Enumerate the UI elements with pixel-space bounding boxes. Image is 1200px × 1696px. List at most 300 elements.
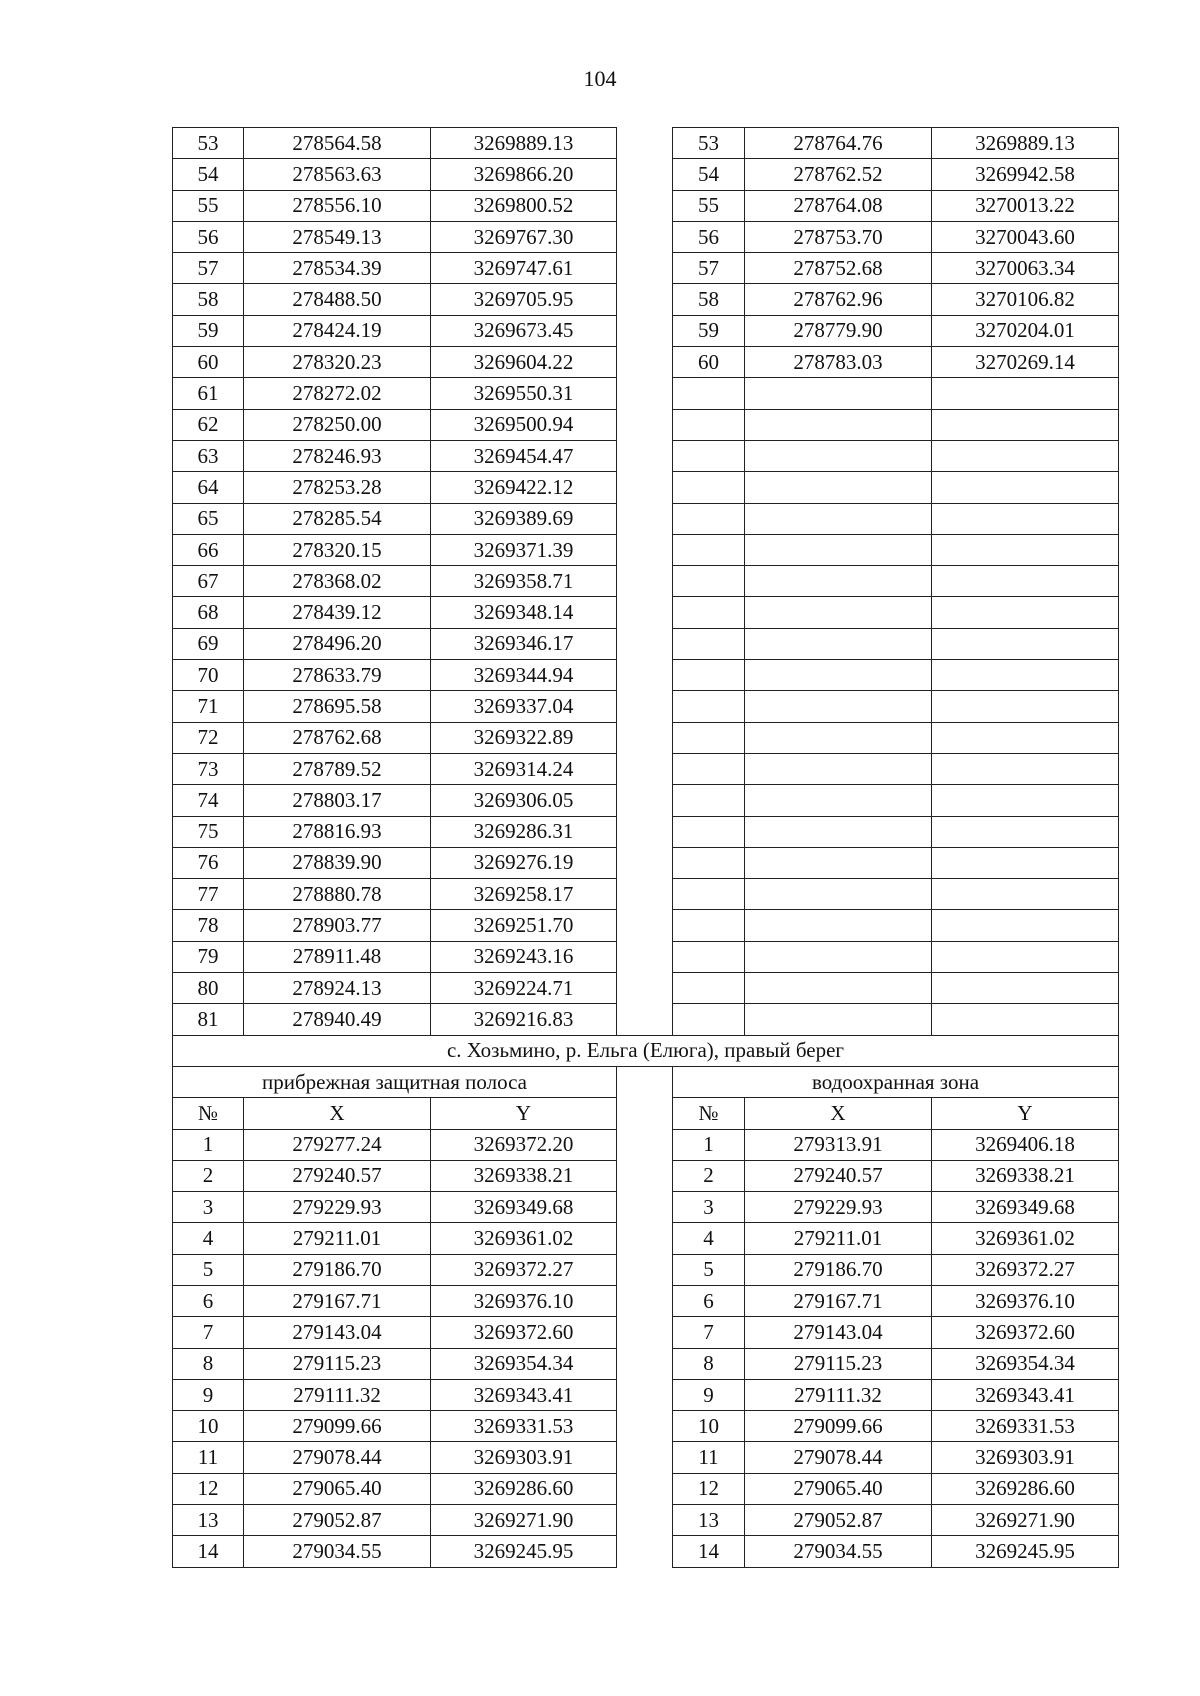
table-row [173,1379,1119,1410]
table-row [173,879,1119,910]
coastal-protective-strip-heading: прибрежная защитная полоса [173,1066,617,1097]
left-point-number: 66 [173,534,244,565]
right-x-coordinate [745,816,932,847]
table-row [173,347,1119,378]
right-point-number [673,503,745,534]
right-point-number: 60 [673,347,745,378]
right-y-coordinate [932,503,1119,534]
left-y-coordinate: 3269348.14 [431,597,617,628]
left-x-coordinate: 278439.12 [244,597,431,628]
left-point-number: 12 [173,1473,244,1504]
right-point-number [673,722,745,753]
right-x-coordinate [745,722,932,753]
right-y-coordinate: 3269303.91 [932,1442,1119,1473]
right-point-number: 8 [673,1348,745,1379]
column-separator [617,753,673,784]
column-separator [617,847,673,878]
left-point-number: 70 [173,660,244,691]
column-separator [617,253,673,284]
left-x-coordinate: 279229.93 [244,1192,431,1223]
table-row [173,378,1119,409]
column-separator [617,190,673,221]
left-y-coordinate: 3269337.04 [431,691,617,722]
right-point-number: 57 [673,253,745,284]
left-point-number: 80 [173,973,244,1004]
left-point-number: 8 [173,1348,244,1379]
right-point-number [673,628,745,659]
column-separator [617,973,673,1004]
right-x-coordinate: 279229.93 [745,1192,932,1223]
right-y-coordinate: 3269349.68 [932,1192,1119,1223]
table-row [173,128,1119,159]
right-y-coordinate [932,847,1119,878]
zone-headings-row [173,1066,1119,1097]
left-point-number: 71 [173,691,244,722]
table-row [173,1254,1119,1285]
column-separator [617,816,673,847]
right-x-coordinate [745,660,932,691]
column-separator [617,503,673,534]
table-row [173,1411,1119,1442]
left-x-coordinate: 278880.78 [244,879,431,910]
first-block-rows [173,128,1119,1036]
right-point-number [673,941,745,972]
right-point-number: 6 [673,1285,745,1316]
left-x-coordinate: 278320.23 [244,347,431,378]
left-y-coordinate: 3269258.17 [431,879,617,910]
right-y-coordinate: 3270013.22 [932,190,1119,221]
right-y-coordinate [932,566,1119,597]
table-row [173,566,1119,597]
column-separator [617,879,673,910]
left-x-coordinate: 278633.79 [244,660,431,691]
column-separator [617,597,673,628]
right-y-coordinate [932,472,1119,503]
column-separator [617,1473,673,1504]
right-y-coordinate [932,785,1119,816]
right-x-coordinate: 279167.71 [745,1285,932,1316]
right-x-coordinate: 279143.04 [745,1317,932,1348]
left-x-coordinate: 278368.02 [244,566,431,597]
column-separator [617,722,673,753]
column-separator [617,472,673,503]
right-y-coordinate [932,879,1119,910]
column-separator [617,910,673,941]
column-headers-row [173,1098,1119,1129]
table-row [173,1192,1119,1223]
right-point-number: 59 [673,315,745,346]
left-col-header-x: X [244,1098,431,1129]
column-separator [617,628,673,659]
left-y-coordinate: 3269286.60 [431,1473,617,1504]
left-y-coordinate: 3269344.94 [431,660,617,691]
left-point-number: 1 [173,1129,244,1160]
table-row [173,409,1119,440]
right-x-coordinate: 279065.40 [745,1473,932,1504]
left-point-number: 53 [173,128,244,159]
left-y-coordinate: 3269245.95 [431,1536,617,1567]
right-point-number [673,378,745,409]
right-x-coordinate [745,378,932,409]
right-x-coordinate [745,941,932,972]
table-row [173,847,1119,878]
right-x-coordinate [745,472,932,503]
left-point-number: 6 [173,1285,244,1316]
table-row [173,534,1119,565]
left-point-number: 62 [173,409,244,440]
right-y-coordinate: 3269338.21 [932,1160,1119,1191]
left-x-coordinate: 279211.01 [244,1223,431,1254]
right-point-number [673,753,745,784]
left-y-coordinate: 3269331.53 [431,1411,617,1442]
right-x-coordinate: 278752.68 [745,253,932,284]
right-point-number [673,409,745,440]
table-row [173,1442,1119,1473]
right-x-coordinate: 278783.03 [745,347,932,378]
right-y-coordinate: 3269331.53 [932,1411,1119,1442]
right-x-coordinate: 278779.90 [745,315,932,346]
right-y-coordinate [932,378,1119,409]
right-y-coordinate [932,910,1119,941]
right-point-number [673,847,745,878]
left-point-number: 5 [173,1254,244,1285]
right-x-coordinate [745,753,932,784]
right-col-header-x: X [745,1098,932,1129]
left-x-coordinate: 278488.50 [244,284,431,315]
right-x-coordinate: 279240.57 [745,1160,932,1191]
right-y-coordinate: 3269354.34 [932,1348,1119,1379]
right-y-coordinate: 3269286.60 [932,1473,1119,1504]
right-point-number: 54 [673,159,745,190]
right-y-coordinate: 3269245.95 [932,1536,1119,1567]
right-x-coordinate [745,409,932,440]
left-x-coordinate: 278762.68 [244,722,431,753]
column-separator [617,315,673,346]
left-point-number: 3 [173,1192,244,1223]
right-x-coordinate [745,440,932,471]
left-y-coordinate: 3269354.34 [431,1348,617,1379]
right-y-coordinate [932,691,1119,722]
table-row [173,159,1119,190]
column-separator [617,1411,673,1442]
left-x-coordinate: 278285.54 [244,503,431,534]
left-y-coordinate: 3269372.60 [431,1317,617,1348]
left-y-coordinate: 3269371.39 [431,534,617,565]
right-y-coordinate [932,816,1119,847]
column-separator [617,1505,673,1536]
left-point-number: 76 [173,847,244,878]
left-point-number: 13 [173,1505,244,1536]
table-row [173,284,1119,315]
right-x-coordinate: 279099.66 [745,1411,932,1442]
left-point-number: 55 [173,190,244,221]
left-point-number: 9 [173,1379,244,1410]
table-row [173,816,1119,847]
left-point-number: 4 [173,1223,244,1254]
left-y-coordinate: 3269358.71 [431,566,617,597]
column-separator [617,378,673,409]
table-row [173,722,1119,753]
table-row [173,315,1119,346]
left-x-coordinate: 279078.44 [244,1442,431,1473]
right-y-coordinate [932,409,1119,440]
left-point-number: 79 [173,941,244,972]
right-y-coordinate: 3269271.90 [932,1505,1119,1536]
table-row [173,1536,1119,1567]
column-separator [617,1098,673,1129]
right-col-header-y: Y [932,1098,1119,1129]
column-separator [617,1066,673,1097]
table-row [173,753,1119,784]
column-separator [617,691,673,722]
left-x-coordinate: 279052.87 [244,1505,431,1536]
left-point-number: 59 [173,315,244,346]
right-col-header-number: № [673,1098,745,1129]
table-row [173,1223,1119,1254]
right-x-coordinate: 278764.08 [745,190,932,221]
table-row [173,1473,1119,1504]
right-x-coordinate [745,691,932,722]
column-separator [617,1536,673,1567]
left-x-coordinate: 278695.58 [244,691,431,722]
left-y-coordinate: 3269216.83 [431,1004,617,1035]
right-x-coordinate [745,534,932,565]
column-separator [617,440,673,471]
column-separator [617,1004,673,1035]
left-point-number: 75 [173,816,244,847]
right-point-number [673,973,745,1004]
right-point-number: 53 [673,128,745,159]
right-y-coordinate: 3269376.10 [932,1285,1119,1316]
right-x-coordinate [745,910,932,941]
right-point-number: 1 [673,1129,745,1160]
left-x-coordinate: 278940.49 [244,1004,431,1035]
table-row [173,1004,1119,1035]
column-separator [617,1317,673,1348]
column-separator [617,221,673,252]
right-point-number: 7 [673,1317,745,1348]
table-row [173,1285,1119,1316]
right-x-coordinate: 278762.96 [745,284,932,315]
right-y-coordinate [932,660,1119,691]
left-y-coordinate: 3269767.30 [431,221,617,252]
left-x-coordinate: 278839.90 [244,847,431,878]
location-title: с. Хозьмино, р. Ельга (Елюга), правый берег [173,1035,1119,1066]
right-x-coordinate: 279186.70 [745,1254,932,1285]
column-separator [617,1348,673,1379]
left-x-coordinate: 278556.10 [244,190,431,221]
left-y-coordinate: 3269322.89 [431,722,617,753]
left-y-coordinate: 3269314.24 [431,753,617,784]
column-separator [617,941,673,972]
right-y-coordinate: 3269372.27 [932,1254,1119,1285]
right-point-number [673,691,745,722]
right-y-coordinate: 3270269.14 [932,347,1119,378]
left-point-number: 74 [173,785,244,816]
left-x-coordinate: 278911.48 [244,941,431,972]
table-row [173,1160,1119,1191]
column-separator [617,1160,673,1191]
left-y-coordinate: 3269705.95 [431,284,617,315]
left-point-number: 54 [173,159,244,190]
left-point-number: 65 [173,503,244,534]
right-x-coordinate: 278762.52 [745,159,932,190]
right-x-coordinate [745,597,932,628]
left-point-number: 10 [173,1411,244,1442]
column-separator [617,1442,673,1473]
second-block-rows [173,1129,1119,1567]
left-point-number: 14 [173,1536,244,1567]
left-y-coordinate: 3269346.17 [431,628,617,659]
table-row [173,503,1119,534]
table-row [173,973,1119,1004]
column-separator [617,566,673,597]
left-y-coordinate: 3269372.27 [431,1254,617,1285]
left-point-number: 77 [173,879,244,910]
table-row [173,221,1119,252]
left-x-coordinate: 278789.52 [244,753,431,784]
right-point-number: 14 [673,1536,745,1567]
left-x-coordinate: 278563.63 [244,159,431,190]
left-x-coordinate: 279277.24 [244,1129,431,1160]
left-col-header-y: Y [431,1098,617,1129]
right-x-coordinate [745,879,932,910]
right-y-coordinate [932,722,1119,753]
left-x-coordinate: 279115.23 [244,1348,431,1379]
table-row [173,1129,1119,1160]
table-row [173,1348,1119,1379]
right-point-number: 3 [673,1192,745,1223]
right-y-coordinate: 3270204.01 [932,315,1119,346]
right-y-coordinate: 3269942.58 [932,159,1119,190]
left-y-coordinate: 3269376.10 [431,1285,617,1316]
left-y-coordinate: 3269338.21 [431,1160,617,1191]
left-x-coordinate: 278534.39 [244,253,431,284]
left-point-number: 11 [173,1442,244,1473]
right-point-number: 9 [673,1379,745,1410]
right-point-number [673,534,745,565]
left-x-coordinate: 278253.28 [244,472,431,503]
table-row [173,597,1119,628]
right-point-number: 5 [673,1254,745,1285]
left-point-number: 56 [173,221,244,252]
left-x-coordinate: 278903.77 [244,910,431,941]
table-row [173,440,1119,471]
left-x-coordinate: 279034.55 [244,1536,431,1567]
right-x-coordinate: 279078.44 [745,1442,932,1473]
right-y-coordinate [932,753,1119,784]
right-x-coordinate: 279115.23 [745,1348,932,1379]
left-x-coordinate: 278564.58 [244,128,431,159]
left-y-coordinate: 3269500.94 [431,409,617,440]
right-point-number: 58 [673,284,745,315]
left-x-coordinate: 279065.40 [244,1473,431,1504]
right-point-number: 10 [673,1411,745,1442]
right-y-coordinate [932,597,1119,628]
column-separator [617,409,673,440]
left-y-coordinate: 3269343.41 [431,1379,617,1410]
right-point-number: 55 [673,190,745,221]
column-separator [617,1223,673,1254]
left-point-number: 73 [173,753,244,784]
left-x-coordinate: 278272.02 [244,378,431,409]
right-point-number: 4 [673,1223,745,1254]
left-point-number: 68 [173,597,244,628]
right-y-coordinate: 3270043.60 [932,221,1119,252]
left-point-number: 58 [173,284,244,315]
right-x-coordinate: 279052.87 [745,1505,932,1536]
table-row [173,910,1119,941]
left-y-coordinate: 3269866.20 [431,159,617,190]
left-y-coordinate: 3269276.19 [431,847,617,878]
right-point-number [673,785,745,816]
left-x-coordinate: 279143.04 [244,1317,431,1348]
left-y-coordinate: 3269306.05 [431,785,617,816]
right-x-coordinate: 278753.70 [745,221,932,252]
left-y-coordinate: 3269550.31 [431,378,617,409]
right-y-coordinate: 3269372.60 [932,1317,1119,1348]
left-y-coordinate: 3269800.52 [431,190,617,221]
right-x-coordinate: 279313.91 [745,1129,932,1160]
right-x-coordinate [745,973,932,1004]
left-x-coordinate: 279167.71 [244,1285,431,1316]
left-point-number: 67 [173,566,244,597]
right-point-number [673,566,745,597]
left-y-coordinate: 3269604.22 [431,347,617,378]
left-y-coordinate: 3269349.68 [431,1192,617,1223]
left-x-coordinate: 278246.93 [244,440,431,471]
column-separator [617,1285,673,1316]
table-row [173,1317,1119,1348]
table-row [173,941,1119,972]
right-y-coordinate [932,440,1119,471]
left-y-coordinate: 3269361.02 [431,1223,617,1254]
left-point-number: 69 [173,628,244,659]
right-x-coordinate: 279211.01 [745,1223,932,1254]
left-x-coordinate: 278803.17 [244,785,431,816]
right-point-number [673,879,745,910]
page-number: 104 [583,66,617,91]
column-separator [617,347,673,378]
left-y-coordinate: 3269389.69 [431,503,617,534]
right-point-number [673,472,745,503]
right-y-coordinate [932,973,1119,1004]
left-point-number: 2 [173,1160,244,1191]
right-y-coordinate: 3270106.82 [932,284,1119,315]
column-separator [617,1254,673,1285]
right-point-number [673,440,745,471]
right-point-number [673,816,745,847]
left-y-coordinate: 3269271.90 [431,1505,617,1536]
left-y-coordinate: 3269286.31 [431,816,617,847]
right-x-coordinate [745,566,932,597]
left-y-coordinate: 3269889.13 [431,128,617,159]
right-y-coordinate: 3269889.13 [932,128,1119,159]
table-row [173,785,1119,816]
right-x-coordinate [745,503,932,534]
right-y-coordinate [932,628,1119,659]
left-x-coordinate: 278924.13 [244,973,431,1004]
right-point-number: 12 [673,1473,745,1504]
column-separator [617,128,673,159]
left-x-coordinate: 278250.00 [244,409,431,440]
left-x-coordinate: 278549.13 [244,221,431,252]
right-x-coordinate [745,628,932,659]
right-point-number [673,910,745,941]
column-separator [617,1129,673,1160]
column-separator [617,660,673,691]
left-y-coordinate: 3269422.12 [431,472,617,503]
